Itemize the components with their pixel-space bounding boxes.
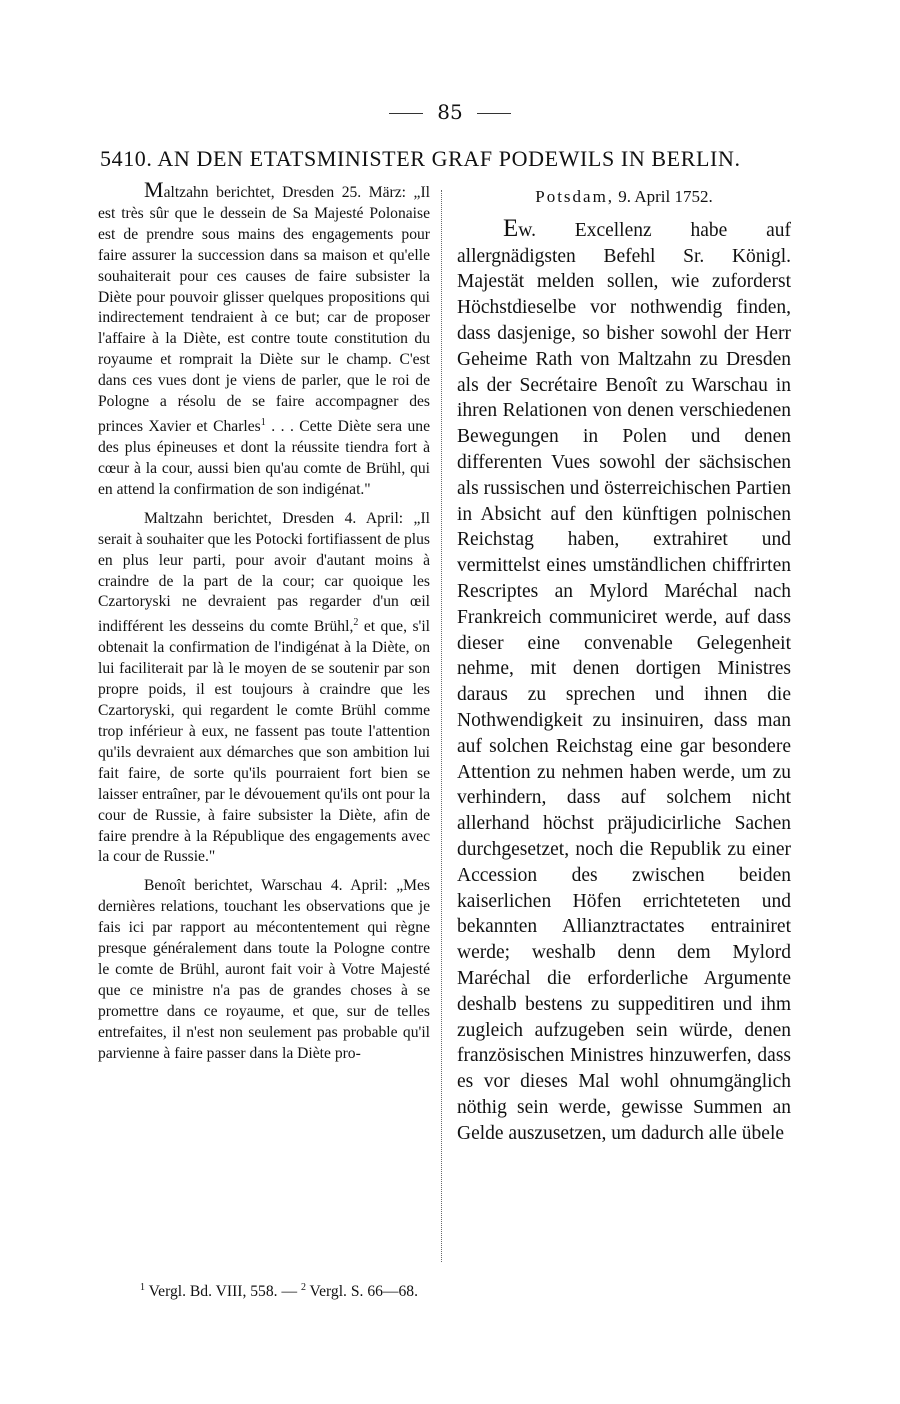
footnote-2-text: Vergl. S. 66—68.: [305, 1283, 418, 1301]
footnote-1-text: Vergl. Bd. VIII, 558. —: [145, 1283, 301, 1301]
letter-body: w. Excellenz habe auf allergnädigsten Befehl Sr. Königl. Majestät melden sollen, wie zuforderst Höchstdieselbe vor nothwendig finden, dass dasjenige, so bisher sowohl der Herr Geheime Rath von Maltzahn zu Dresden als der Secrétaire Benoît zu Warschau in ihren Relationen von denen verschiedenen Bewegungen in Polen und denen differenten Vues sowohl der sächsischen als russischen und österreichischen Partien in Absicht auf den künftigen polnischen Reichstag haben, extrahiret und vermittelst eines umständlichen chiffrirten Rescriptes an Mylord Maréchal nach Frankreich communiciret werde, auf dass dieser eine convenable Gelegenheit nehme, mit denen dortigen Ministres daraus zu sprechen und ihnen die Nothwendigkeit zu insinuiren, dass man auf solchen Reichstag eine gar besondere Attention zu nehmen haben werde, um zu verhindern, dass auf solchem nicht allerhand höchst präjudicirliche Sachen durchgesetzet, noch die Republik zu einer Accession des zwischen beiden kaiserlichen Höfen errichteteten und bekannten Allianztractates entrainiret werde; weshalb denn dem Mylord Maréchal die erforderliche Argumente deshalb bestens zu suppeditiren und ihm zugleich aufzugeben sein würde, denen französischen Ministres hinzuwerfen, dass es vor dieses Mal wohl ohnumgänglich nöthig sein werde, gewisse Summen an Gelde auszusetzen, um dadurch alle übele: [457, 219, 791, 1144]
dateline-place: Potsdam,: [535, 187, 615, 206]
left-column-excerpts: [98, 177, 431, 1073]
excerpt-1-tail: . . . Cette Diète sera une des plus épineuses et dont la réussite tiendra fort à cœur à la cour, aussi bien qu'au comte de Brühl, qui en attend la confirmation de son indigénat.": [98, 418, 431, 498]
dateline-date: 9. April 1752.: [618, 187, 713, 206]
page-number: 85: [437, 100, 463, 124]
footnote-ref-2: 2: [353, 617, 359, 629]
right-column-letter: [457, 184, 791, 1146]
excerpt-maltzahn-march: [98, 177, 431, 501]
footnote-ref-1: 1: [260, 416, 266, 428]
footnote-1-mark: 1: [140, 1282, 145, 1293]
document-heading: 5410. AN DEN ETATSMINISTER GRAF PODEWILS IN BERLIN.: [100, 146, 741, 171]
excerpt-benoit-april: [98, 876, 430, 1064]
dash-left: [389, 113, 423, 114]
initial-letter-e: E: [503, 214, 519, 242]
excerpt-1-text: altzahn berichtet, Dresden 25. März: „Il est très sûr que le dessein de Sa Majesté Polonaise est de prendre sous mains des engagements pour faire assurer la succession dans sa maison et qu'elle souhaiterait pour ces causes de faire subsister la Diète pour pouvoir glisser quelques propositions qui indirectement tendraient à ce but; car de proposer l'affaire à la Diète, est contre toute constitution du royaume et romprait la Diète sur le champ. C'est dans ces vues dont je viens de parler, que le roi de Pologne a résolu de se faire accompagner des princes Xavier et Charles: [98, 184, 430, 436]
dateline: [457, 184, 791, 210]
footnotes: [140, 1282, 840, 1301]
initial-letter-m: M: [144, 177, 164, 202]
excerpt-3-text: Benoît berichtet, Warschau 4. April: „Mes dernières relations, touchant les observations que je fais ici par rapport au mécontentement qui règne presque généralement dans toute la Pologne contre le comte de Brühl, auront fait voir à Votre Majesté que ce ministre n'a pas de grandes choses à se promettre dans ce royaume, et que, sur de telles entrefaites, il n'est non seulement pas probable qu'il parvienne à faire passer dans la Diète pro-: [98, 877, 430, 1062]
excerpt-2-text-b: et que, s'il obtenait la confirmation de l'indigénat à la Diète, on lui faciliterait par là le moyen de se soutenir par son propre poids, il est toujours à craindre que les Czartoryski, qui regardent le comte Brühl comme trop inférieur à eux, ne fassent pas toute l'attention qu'ils devraient aux démarches que son ambition lui fait faire, de sorte qu'ils pourraient fort bien se laisser entraîner, par le dévouement qu'ils ont pour la cour de Russie, à faire subsister la Diète, afin de faire prendre à la République des engagements avec la cour de Russie.": [98, 618, 430, 866]
excerpt-2-text-a: Maltzahn berichtet, Dresden 4. April: „Il serait à souhaiter que les Potocki fortifiassent de plus en plus leur parti, pour avoir d'autant moins à craindre de la part de la cour; car quoique les Czartoryski ne devraient pas regarder d'un œil indifférent les desseins du comte Brühl,: [98, 509, 430, 636]
footnote-2-mark: 2: [300, 1282, 306, 1293]
column-divider: [441, 190, 442, 1262]
excerpt-maltzahn-april: [98, 509, 430, 869]
dash-right: [477, 113, 511, 114]
page-number-line: [0, 100, 900, 124]
